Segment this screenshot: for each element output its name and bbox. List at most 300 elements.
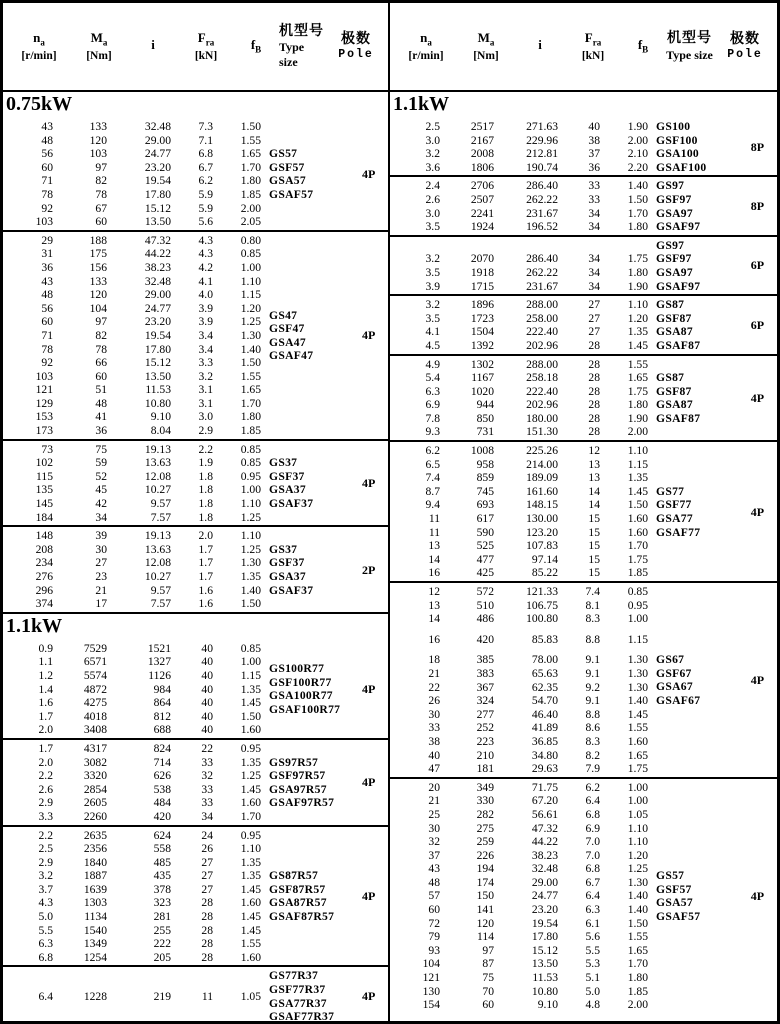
na-cell: 60 — [41, 315, 53, 329]
i-cell: 65.63 — [531, 666, 558, 680]
spec-row — [3, 397, 261, 411]
fb-cell: 1.50 — [627, 498, 648, 512]
fb-cell: 2.00 — [627, 425, 648, 439]
na-cell: 71 — [41, 174, 53, 188]
spec-rows — [390, 444, 648, 580]
na-cell: 14 — [428, 612, 440, 626]
spec-block — [3, 965, 388, 1021]
spec-row — [390, 371, 648, 385]
model-name: GSAF97R57 — [269, 796, 335, 810]
spec-row — [390, 694, 648, 708]
i-cell: 558 — [153, 842, 171, 856]
i-cell: 13.63 — [144, 456, 171, 470]
i-cell: 714 — [153, 755, 171, 769]
model-name: GSA97R57 — [269, 782, 327, 796]
fb-cell: 1.90 — [627, 411, 648, 425]
ma-cell: 42 — [95, 497, 107, 511]
fra-cell: 14 — [588, 498, 600, 512]
spec-row — [390, 539, 648, 553]
model-list — [656, 444, 738, 580]
spec-row — [3, 456, 261, 470]
spec-row — [390, 553, 648, 567]
ma-cell: 1639 — [83, 882, 107, 896]
fb-cell: 1.50 — [240, 356, 261, 370]
fra-cell: 11 — [201, 989, 213, 1003]
spec-row — [3, 443, 261, 457]
ma-cell: 3082 — [83, 755, 107, 769]
i-cell: 29.00 — [144, 133, 171, 147]
ma-cell: 259 — [476, 835, 494, 849]
fb-cell: 1.80 — [627, 398, 648, 412]
na-cell: 60 — [428, 903, 440, 917]
i-cell: 189.09 — [526, 471, 558, 485]
na-cell: 78 — [41, 187, 53, 201]
fra-cell: 5.6 — [585, 930, 600, 944]
ma-cell: 36 — [95, 424, 107, 438]
model-name: GS100 — [656, 120, 691, 133]
fb-cell: 1.45 — [240, 882, 261, 896]
spec-row — [390, 808, 648, 822]
header-na: $n_a$ [r/min] — [408, 29, 444, 62]
i-cell: 24.77 — [144, 301, 171, 315]
ma-cell: 1715 — [470, 279, 494, 293]
na-cell: 79 — [428, 930, 440, 944]
fra-cell: 28 — [588, 398, 600, 412]
fra-cell: 13 — [588, 471, 600, 485]
model-name: GSAF97 — [656, 279, 701, 293]
na-cell: 38 — [428, 734, 440, 748]
model-name: GSAF37 — [269, 497, 314, 511]
i-cell: 229.96 — [526, 133, 558, 147]
fra-cell: 28 — [588, 338, 600, 352]
model-list — [656, 179, 738, 233]
fra-cell: 9.1 — [585, 694, 600, 708]
spec-row — [390, 681, 648, 695]
ma-cell: 181 — [476, 762, 494, 776]
ma-cell: 23 — [95, 570, 107, 583]
na-cell: 1.4 — [38, 682, 53, 696]
model-list — [269, 969, 349, 1021]
fra-cell: 8.6 — [585, 721, 600, 735]
fra-cell: 27 — [588, 325, 600, 339]
spec-rows — [3, 642, 261, 737]
spec-row — [3, 329, 261, 343]
spec-row — [390, 889, 648, 903]
fra-cell: 13 — [588, 457, 600, 471]
i-cell: 17.80 — [531, 930, 558, 944]
ma-cell: 1806 — [470, 160, 494, 174]
fra-cell: 40 — [201, 709, 213, 723]
na-cell: 135 — [35, 483, 53, 497]
spec-row — [390, 298, 648, 312]
fra-cell: 3.3 — [198, 356, 213, 370]
spec-row — [3, 234, 261, 248]
na-cell: 3.2 — [38, 869, 53, 883]
i-cell: 11.53 — [532, 971, 558, 985]
fb-cell: 0.95 — [240, 741, 261, 755]
fb-cell: 1.50 — [627, 916, 648, 930]
fb-cell: 1.10 — [627, 444, 648, 458]
na-cell: 18 — [428, 653, 440, 667]
fra-cell: 9.2 — [585, 680, 600, 694]
fb-cell: 2.00 — [627, 133, 648, 147]
na-cell: 43 — [41, 120, 53, 133]
na-cell: 234 — [35, 556, 53, 570]
ma-cell: 97 — [482, 943, 494, 957]
na-cell: 93 — [428, 943, 440, 957]
i-cell: 13.50 — [144, 215, 171, 229]
na-cell: 121 — [35, 383, 53, 397]
ma-cell: 175 — [89, 247, 107, 261]
ma-cell: 75 — [95, 442, 107, 456]
model-name: GSA87 — [656, 398, 693, 412]
i-cell: 286.40 — [526, 252, 558, 266]
fb-cell: 1.80 — [627, 220, 648, 234]
spec-rows — [3, 120, 261, 229]
na-cell: 40 — [428, 748, 440, 762]
i-cell: 19.54 — [531, 916, 558, 930]
fb-cell: 1.70 — [627, 957, 648, 971]
model-name: GSAF100 — [656, 160, 707, 174]
spec-block — [3, 738, 388, 825]
ma-cell: 277 — [476, 707, 494, 721]
fb-cell: 1.80 — [627, 971, 648, 985]
spec-block — [3, 230, 388, 439]
spec-row — [390, 612, 648, 626]
header-fb: $f_B$ — [637, 37, 649, 55]
i-cell: 13.50 — [531, 957, 558, 971]
spec-row — [3, 723, 261, 737]
fb-cell: 1.10 — [240, 497, 261, 511]
i-cell: 107.83 — [526, 539, 558, 553]
fra-cell: 34 — [588, 220, 600, 234]
na-cell: 3.0 — [425, 133, 440, 147]
spec-rows — [390, 358, 648, 440]
na-cell: 6.9 — [425, 398, 440, 412]
section-title: 0.75kW — [6, 93, 73, 115]
ma-cell: 731 — [476, 425, 494, 439]
i-cell: 626 — [153, 769, 171, 783]
fb-cell: 2.20 — [627, 160, 648, 174]
model-name: GSF97R57 — [269, 769, 326, 783]
ma-cell: 21 — [95, 583, 107, 597]
ma-cell: 572 — [476, 585, 494, 599]
model-name: GSF77 — [656, 498, 692, 512]
i-cell: 435 — [153, 869, 171, 883]
ma-cell: 120 — [476, 916, 494, 930]
spec-row — [3, 543, 261, 557]
spec-row — [3, 410, 261, 424]
ma-cell: 1504 — [470, 325, 494, 339]
spec-row — [390, 781, 648, 795]
fra-cell: 3.0 — [198, 410, 213, 424]
fra-cell: 6.7 — [585, 875, 600, 889]
fra-cell: 27 — [588, 311, 600, 325]
spec-rows — [390, 239, 648, 293]
ma-cell: 210 — [476, 748, 494, 762]
ma-cell: 617 — [476, 512, 494, 526]
fra-cell: 2.0 — [198, 529, 213, 543]
na-cell: 3.2 — [425, 252, 440, 266]
ma-cell: 958 — [476, 457, 494, 471]
spec-row — [3, 924, 261, 938]
i-cell: 219 — [153, 989, 171, 1003]
spec-row — [3, 742, 261, 756]
na-cell: 73 — [41, 442, 53, 456]
fb-cell: 1.40 — [627, 694, 648, 708]
i-cell: 29.00 — [144, 288, 171, 302]
model-name: GSF37 — [269, 556, 305, 570]
fb-cell: 1.00 — [627, 780, 648, 794]
i-cell: 9.57 — [150, 583, 171, 597]
na-cell: 6.3 — [38, 937, 53, 951]
fb-cell: 1.50 — [240, 597, 261, 611]
ma-cell: 944 — [476, 398, 494, 412]
na-cell: 1.7 — [38, 741, 53, 755]
ma-cell: 510 — [476, 598, 494, 612]
fb-cell: 0.85 — [240, 456, 261, 470]
fra-cell: 7.1 — [198, 133, 213, 147]
fb-cell: 0.85 — [240, 247, 261, 261]
fb-cell: 1.10 — [627, 835, 648, 849]
model-list — [269, 829, 349, 965]
fra-cell: 28 — [201, 937, 213, 951]
ma-cell: 70 — [482, 984, 494, 998]
na-cell: 2.5 — [425, 120, 440, 133]
fra-cell: 40 — [201, 655, 213, 669]
fra-cell: 37 — [588, 147, 600, 161]
ma-cell: 590 — [476, 525, 494, 539]
fra-cell: 5.0 — [585, 984, 600, 998]
spec-rows — [390, 781, 648, 1012]
na-cell: 36 — [41, 260, 53, 274]
fra-cell: 27 — [201, 882, 213, 896]
ma-cell: 194 — [476, 862, 494, 876]
i-cell: 222 — [153, 937, 171, 951]
ma-cell: 477 — [476, 552, 494, 566]
ma-cell: 1303 — [83, 896, 107, 910]
na-cell: 48 — [428, 875, 440, 889]
spec-row — [390, 339, 648, 353]
i-cell: 288.00 — [526, 298, 558, 312]
fra-cell: 4.3 — [198, 247, 213, 261]
spec-row — [390, 280, 648, 294]
ma-cell: 150 — [476, 889, 494, 903]
model-name: GSF100R77 — [269, 675, 332, 689]
spec-row — [390, 862, 648, 876]
ma-cell: 7529 — [83, 641, 107, 655]
na-cell: 12 — [428, 585, 440, 599]
fra-cell: 1.8 — [198, 469, 213, 483]
na-cell: 30 — [428, 707, 440, 721]
spec-row — [3, 910, 261, 924]
spec-row — [390, 398, 648, 412]
na-cell: 37 — [428, 848, 440, 862]
ma-cell: 133 — [89, 120, 107, 133]
i-cell: 202.96 — [526, 338, 558, 352]
fb-cell: 1.80 — [240, 174, 261, 188]
na-cell: 3.3 — [38, 809, 53, 823]
model-name: GSF67 — [656, 666, 692, 680]
fb-cell: 1.80 — [627, 265, 648, 279]
ma-cell: 324 — [476, 694, 494, 708]
fb-cell: 1.70 — [240, 396, 261, 410]
spec-row — [390, 721, 648, 735]
fra-cell: 2.2 — [198, 442, 213, 456]
ma-cell: 1540 — [83, 923, 107, 937]
na-cell: 2.6 — [425, 192, 440, 206]
spec-rows — [3, 234, 261, 438]
fra-cell: 8.8 — [585, 707, 600, 721]
spec-row — [390, 526, 648, 540]
model-list — [656, 585, 738, 776]
ma-cell: 48 — [95, 396, 107, 410]
fb-cell: 1.05 — [240, 989, 261, 1003]
ma-cell: 525 — [476, 539, 494, 553]
model-name: GSAF57 — [656, 909, 701, 923]
na-cell: 148 — [35, 529, 53, 543]
right-panel — [390, 3, 777, 1021]
fra-cell: 5.1 — [585, 971, 600, 985]
spec-row — [390, 193, 648, 207]
fra-cell: 28 — [588, 411, 600, 425]
i-cell: 231.67 — [526, 206, 558, 220]
model-name: GSF87 — [656, 384, 692, 398]
i-cell: 36.85 — [531, 734, 558, 748]
spec-row — [3, 483, 261, 497]
model-list — [269, 234, 349, 438]
spec-row — [3, 951, 261, 965]
fra-cell: 6.8 — [585, 862, 600, 876]
na-cell: 72 — [428, 916, 440, 930]
fra-cell: 3.2 — [198, 369, 213, 383]
fb-cell: 1.30 — [240, 328, 261, 342]
right-panel-body — [390, 92, 777, 1021]
fb-cell: 1.85 — [627, 566, 648, 580]
ma-cell: 103 — [89, 147, 107, 161]
fra-cell: 3.9 — [198, 315, 213, 329]
i-cell: 212.81 — [526, 147, 558, 161]
fb-cell: 0.95 — [627, 598, 648, 612]
fb-cell: 1.65 — [240, 383, 261, 397]
fb-cell: 1.35 — [240, 855, 261, 869]
fra-cell: 34 — [588, 279, 600, 293]
fb-cell: 1.20 — [240, 301, 261, 315]
na-cell: 3.5 — [425, 220, 440, 234]
model-name: GSF100 — [656, 133, 698, 147]
na-cell: 3.2 — [425, 147, 440, 161]
model-name: GSA57 — [656, 896, 693, 910]
fb-cell: 1.40 — [240, 342, 261, 356]
ma-cell: 2854 — [83, 782, 107, 796]
spec-row — [3, 756, 261, 770]
ma-cell: 2605 — [83, 796, 107, 810]
fb-cell: 1.20 — [627, 848, 648, 862]
fra-cell: 40 — [588, 120, 600, 133]
fra-cell: 1.7 — [198, 556, 213, 570]
fra-cell: 6.8 — [585, 807, 600, 821]
spec-row — [3, 424, 261, 438]
fra-cell: 6.1 — [585, 916, 600, 930]
fra-cell: 14 — [588, 484, 600, 498]
spec-row — [3, 683, 261, 697]
i-cell: 8.04 — [150, 424, 171, 438]
i-cell: 13.63 — [144, 542, 171, 556]
i-cell: 824 — [153, 741, 171, 755]
fra-cell: 40 — [201, 641, 213, 655]
i-cell: 7.57 — [150, 597, 171, 611]
fra-cell: 34 — [588, 265, 600, 279]
spec-row — [390, 325, 648, 339]
pole-label: 4P — [362, 475, 376, 490]
na-cell: 6.2 — [425, 444, 440, 458]
pole-label: 4P — [362, 166, 376, 181]
fra-cell: 33 — [588, 179, 600, 193]
ma-cell: 59 — [95, 456, 107, 470]
fb-cell: 1.60 — [627, 734, 648, 748]
fb-cell: 1.10 — [240, 842, 261, 856]
ma-cell: 2070 — [470, 252, 494, 266]
spec-row — [390, 749, 648, 763]
model-name: GSAF77 — [656, 525, 701, 539]
fra-cell: 32 — [201, 769, 213, 783]
na-cell: 29 — [41, 233, 53, 247]
ma-cell: 1918 — [470, 265, 494, 279]
fb-cell: 2.00 — [627, 998, 648, 1012]
fb-cell: 1.40 — [627, 179, 648, 193]
fra-cell: 6.9 — [585, 821, 600, 835]
fb-cell: 1.35 — [627, 471, 648, 485]
i-cell: 9.10 — [150, 410, 171, 424]
fra-cell: 15 — [588, 552, 600, 566]
fra-cell: 27 — [201, 869, 213, 883]
na-cell: 11 — [428, 512, 440, 526]
fb-cell: 1.70 — [240, 160, 261, 174]
i-cell: 151.30 — [526, 425, 558, 439]
model-name: GS97 — [656, 179, 685, 193]
ma-cell: 120 — [89, 133, 107, 147]
fb-cell: 0.80 — [240, 233, 261, 247]
fb-cell: 1.35 — [240, 755, 261, 769]
ma-cell: 2507 — [470, 192, 494, 206]
model-list — [656, 239, 738, 293]
spec-row — [390, 358, 648, 372]
fra-cell: 24 — [201, 828, 213, 842]
ma-cell: 17 — [95, 597, 107, 611]
fb-cell: 1.35 — [240, 869, 261, 883]
ma-cell: 1302 — [470, 357, 494, 371]
i-cell: 190.74 — [526, 160, 558, 174]
na-cell: 4.3 — [38, 896, 53, 910]
fra-cell: 6.8 — [198, 147, 213, 161]
spec-rows — [3, 969, 261, 1021]
na-cell: 14 — [428, 552, 440, 566]
i-cell: 271.63 — [526, 120, 558, 133]
spec-row — [390, 903, 648, 917]
fra-cell: 5.5 — [585, 943, 600, 957]
fra-cell: 5.9 — [198, 187, 213, 201]
model-name: GSAF100R77 — [269, 702, 341, 716]
fb-cell: 2.10 — [627, 147, 648, 161]
fb-cell: 1.60 — [240, 796, 261, 810]
fb-cell: 1.55 — [627, 357, 648, 371]
header-fb: $f_B$ — [250, 37, 262, 55]
fra-cell: 33 — [201, 755, 213, 769]
na-cell: 130 — [422, 984, 440, 998]
fb-cell: 1.35 — [240, 570, 261, 583]
spec-row — [3, 669, 261, 683]
i-cell: 222.40 — [526, 325, 558, 339]
